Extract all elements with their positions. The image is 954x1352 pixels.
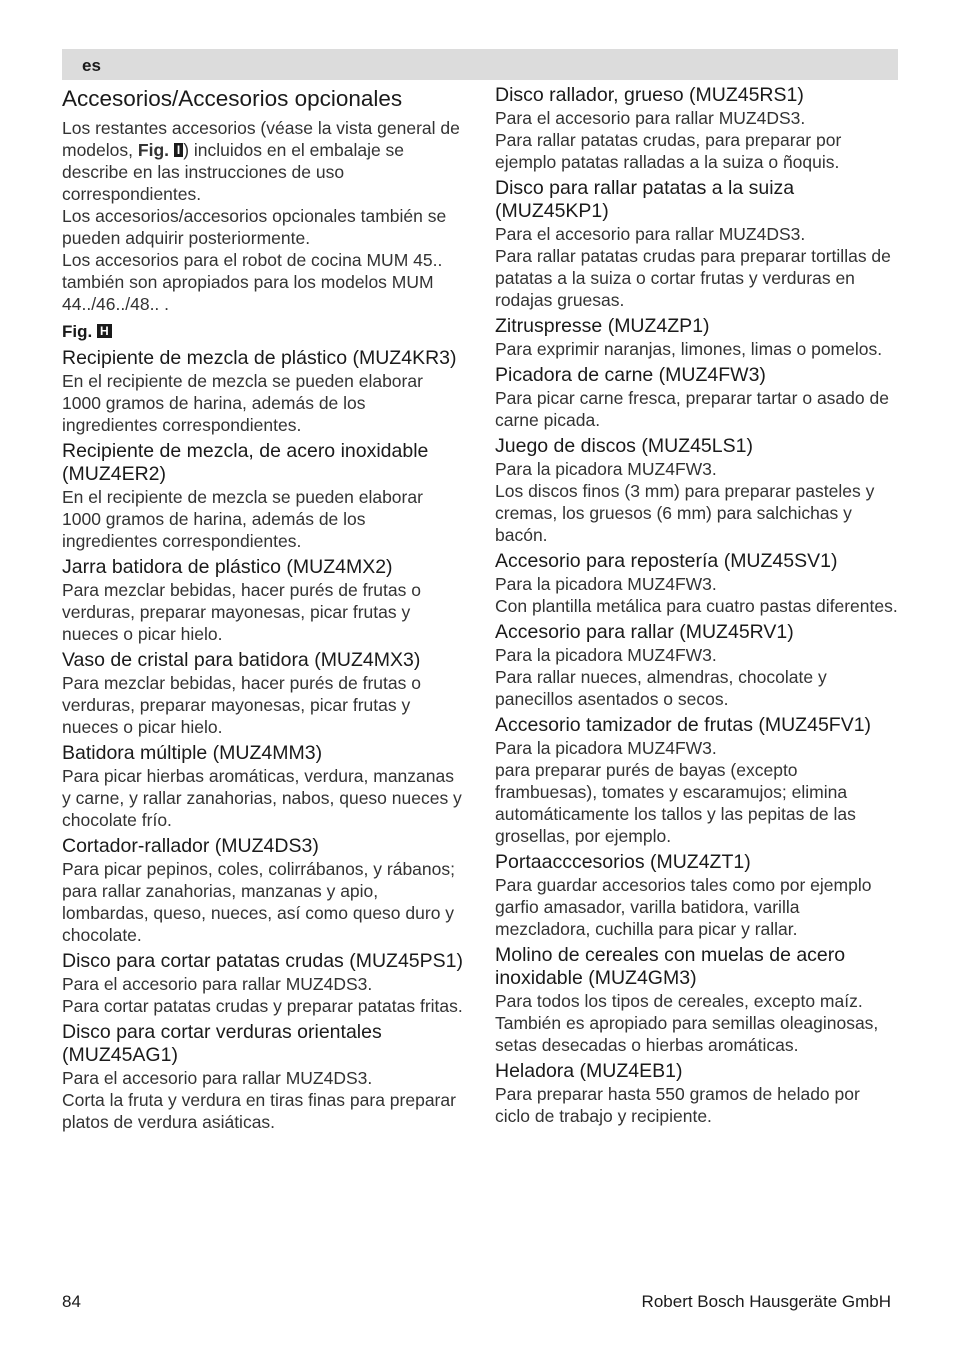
accessory-description: Para mezclar bebidas, hacer purés de frutas o verduras, preparar mayonesas, picar frutas y nueces o picar hielo. [62,580,421,644]
page-number: 84 [62,1292,81,1311]
language-bar [62,49,898,80]
intro-paragraph-2: Los accesorios/accesorios opcionales también se pueden adquirir posteriormente. [62,206,447,248]
accessory-section [495,851,899,940]
footer-company: Robert Bosch Hausgeräte GmbH [641,1292,891,1311]
accessory-description: Para picar carne fresca, preparar tartar o asado de carne picada. [495,388,889,430]
accessory-description: Para rallar patatas crudas, para preparar por ejemplo patatas ralladas a la suiza o ñoquis. [495,130,842,172]
accessory-description: Para picar pepinos, coles, colirrábanos, y rábanos; para rallar zanahorias, manzanas y apio, lombardas, queso, nueces, así como queso duro y chocolate. [62,859,455,945]
accessory-title: Picadora de carne (MUZ4FW3) [495,364,766,386]
accessory-description: Para preparar hasta 550 gramos de helado por ciclo de trabajo y recipiente. [495,1084,860,1126]
accessory-description: En el recipiente de mezcla se pueden elaborar 1000 gramos de harina, además de los ingredientes correspondientes. [62,487,423,551]
page-heading: Accesorios/Accesorios opcionales [62,86,403,111]
accessory-section [62,835,464,946]
accessory-title: Disco para rallar patatas a la suiza (MUZ45KP1) [495,177,795,222]
accessory-description: Para el accesorio para rallar MUZ4DS3. [62,974,373,994]
intro-fig-label: Fig. [137,140,169,160]
accessory-title: Portaacccesorios (MUZ4ZT1) [495,851,751,873]
accessory-description: Los discos finos (3 mm) para preparar pasteles y cremas, los gruesos (6 mm) para salchichas y bacón. [495,481,875,545]
accessory-section [62,742,464,831]
accessory-section [495,550,899,617]
intro-paragraph-1 [62,117,464,205]
accessory-title: Disco para cortar patatas crudas (MUZ45PS1) [62,950,463,972]
accessory-section [495,177,899,311]
accessory-section [62,440,464,552]
accessory-section [495,364,899,431]
accessory-title: Recipiente de mezcla, de acero inoxidable (MUZ4ER2) [62,440,429,485]
accessory-section [62,649,464,738]
accessory-title: Accesorio para rallar (MUZ45RV1) [495,621,794,643]
accessory-section [62,1021,464,1133]
accessory-description: Para todos los tipos de cereales, excepto maíz. También es apropiado para semillas oleaginosas, setas desecadas o hierbas aromáticas. [495,991,879,1055]
accessory-section [62,556,464,645]
accessory-description: Para la picadora MUZ4FW3. [495,459,717,479]
accessory-description: Para guardar accesorios tales como por ejemplo garfio amasador, varilla batidora, varilla mezcladora, cuchilla para picar y rallar. [495,875,872,939]
accessory-description: Para el accesorio para rallar MUZ4DS3. [495,108,806,128]
accessory-description: Para picar hierbas aromáticas, verdura, manzanas y carne, y rallar zanahorias, nabos, queso nueces y chocolate frío. [62,766,462,830]
accessory-section [495,84,899,173]
accessory-description: Con plantilla metálica para cuatro pastas diferentes. [495,596,898,616]
intro-paragraph-3: Los accesorios para el robot de cocina MUM 45.. también son apropiados para los modelos MUM 44../46../48.. . [62,250,443,314]
accessory-title: Zitruspresse (MUZ4ZP1) [495,315,710,337]
accessory-title: Jarra batidora de plástico (MUZ4MX2) [62,556,393,578]
accessory-description: En el recipiente de mezcla se pueden elaborar 1000 gramos de harina, además de los ingredientes correspondientes. [62,371,423,435]
accessory-section [495,1060,899,1127]
accessory-title: Vaso de cristal para batidora (MUZ4MX3) [62,649,421,671]
accessory-section [495,435,899,546]
intro-text-before: Los restantes accesorios (véase la vista general de modelos, [62,118,460,160]
accessory-section [495,944,899,1056]
accessory-description: Para la picadora MUZ4FW3. [495,645,717,665]
left-sections [62,347,464,1133]
accessory-description: para preparar purés de bayas (excepto frambuesas), tomates y escaramujos; elimina automáticamente los tallos y las pepitas de las grosellas, por ejemplo. [495,760,856,846]
accessory-description: Corta la fruta y verdura en tiras finas para preparar platos de verdura asiáticas. [62,1090,456,1132]
accessory-title: Molino de cereales con muelas de acero inoxidable (MUZ4GM3) [495,944,846,989]
accessory-title: Heladora (MUZ4EB1) [495,1060,683,1082]
accessory-description: Para el accesorio para rallar MUZ4DS3. [495,224,806,244]
accessory-title: Accesorio para repostería (MUZ45SV1) [495,550,838,572]
accessory-description: Para rallar nueces, almendras, chocolate y panecillos asentados o secos. [495,667,827,709]
accessory-description: Para el accesorio para rallar MUZ4DS3. [62,1068,373,1088]
accessory-title: Recipiente de mezcla de plástico (MUZ4KR3) [62,347,457,369]
accessory-section [495,714,899,847]
intro-text-after: ) incluidos en el embalaje se describe en las instrucciones de uso correspondientes. [62,140,405,204]
language-code: es [82,56,101,75]
figure-label: Fig. [62,322,93,341]
accessory-title: Juego de discos (MUZ45LS1) [495,435,753,457]
accessory-title: Cortador-rallador (MUZ4DS3) [62,835,319,857]
fig-h-box: H [97,324,112,338]
fig-i-box: I [174,143,183,157]
accessory-description: Para mezclar bebidas, hacer purés de frutas o verduras, preparar mayonesas, picar frutas y nueces o picar hielo. [62,673,421,737]
accessory-description: Para la picadora MUZ4FW3. [495,574,717,594]
accessory-section [495,315,899,360]
accessory-description: Para exprimir naranjas, limones, limas o pomelos. [495,339,883,359]
accessory-title: Accesorio tamizador de frutas (MUZ45FV1) [495,714,872,736]
accessory-description: Para rallar patatas crudas para preparar tortillas de patatas a la suiza o cortar frutas y verduras en rodajas gruesas. [495,246,891,310]
accessory-section [62,950,464,1017]
accessory-title: Batidora múltiple (MUZ4MM3) [62,742,323,764]
accessory-title: Disco para cortar verduras orientales (MUZ45AG1) [62,1021,382,1066]
right-sections [495,84,899,1127]
accessory-section [495,621,899,710]
accessory-title: Disco rallador, grueso (MUZ45RS1) [495,84,804,106]
left-column [62,84,464,1137]
figure-reference [62,321,464,343]
right-column [495,84,899,1131]
accessory-description: Para la picadora MUZ4FW3. [495,738,717,758]
accessory-section [62,347,464,436]
accessory-description: Para cortar patatas crudas y preparar patatas fritas. [62,996,463,1016]
